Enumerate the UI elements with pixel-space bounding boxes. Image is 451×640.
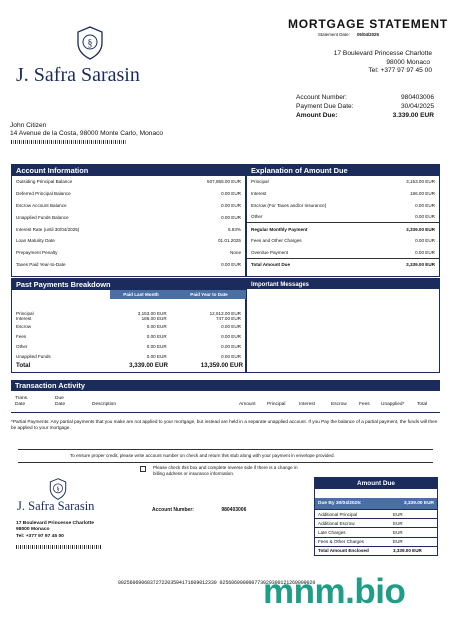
row-value: 0.00 EUR [221,214,241,220]
explanation-panel [246,164,440,277]
past-payments-total: Total 3,339.00 EUR 13,359.00 EUR [16,362,243,369]
row-label: Interest Rate (until 30/04/2025) [16,226,80,232]
stub-bank-address: 17 Boulevard Princesse Charlotte 98000 Monaco Tel: +377 97 97 45 00 [16,521,95,539]
row-label: Outsiding Principal Balance [16,179,73,185]
explanation-title: Explanation of Amount Due [247,165,439,176]
row-label: Additional Escrow [318,520,355,526]
micr-line: 0025606906037272203594171609012330 025606900000773020300121260000020 [118,580,316,586]
stub-amount-row[interactable] [315,537,437,546]
row-value: 5.93% [227,226,241,232]
statement-date: Statement Date: 05/04/2025 [318,32,379,37]
row-value: 01.01.2025 [218,238,241,244]
paid-last-month-value: 0.00 EUR [146,354,167,359]
stub-amount-due-box [314,477,438,556]
stub-account-number: Account Number: 980403006 [152,507,247,513]
row-value: 3,339.00 EUR [393,548,422,554]
row-label: Prepayment Penalty [16,250,58,256]
row-label: Fees & Other Charges [318,539,364,545]
stub-instruction: To ensure proper credit, please write account number on check and return this stub along with your payment in envelope provided. [70,453,335,458]
row-label: Late Charges [318,529,346,535]
row-value: 0.00 EUR [221,202,241,208]
paid-ytd-value: 0.00 EUR [221,324,241,329]
paid-last-month-value: 186.00 EUR [141,316,167,321]
row-label: Deferred Principal Balance [16,191,71,197]
transaction-activity-title: Transaction Activity [11,380,440,391]
row-label: Other [16,344,28,349]
info-row [12,200,245,212]
info-row [12,188,245,200]
row-label: Escrow (For Taxes and/or Insurance) [251,202,327,208]
row-label: Regular Monthly Payment [251,226,308,232]
info-row [247,211,439,223]
svg-text:§: § [56,485,60,493]
info-row [247,223,439,235]
row-value: 3,153.00 EUR [406,179,435,185]
row-value: EUR [393,520,403,526]
paid-last-month-value: 3,153.00 EUR [137,311,167,316]
paid-ytd-value: 12,612.00 EUR [209,311,241,316]
row-value: 507,855.00 EUR [207,179,241,185]
watermark-text: mnm.bio [263,572,406,611]
past-payments-title: Past Payments Breakdown [12,279,245,290]
account-information-panel [11,164,246,277]
row-label: Total Amount Due [251,261,291,267]
row-label: Escrow Account Balance [16,202,67,208]
row-label: Additional Principal [318,511,358,517]
info-row [12,223,245,235]
address-change-text: Please check this box and complete reverse side if there is a change in billing address or insurance information. [153,465,298,476]
info-row [12,259,245,271]
row-value: 0.00 EUR [221,261,241,267]
row-label: Principal [251,179,269,185]
row-value: 3,339.00 EUR [406,261,435,267]
row-value: None [230,250,241,256]
info-row [12,235,245,247]
past-payment-row [12,306,245,316]
paid-ytd-value: 0.00 EUR [221,344,241,349]
row-value: 0.00 EUR [415,214,435,220]
info-row [247,176,439,188]
stub-amount-row[interactable] [315,509,437,518]
postal-barcode [11,140,126,144]
row-label: Unapplied Funds Balance [16,214,69,220]
paid-ytd-header: Paid Year to Date [190,292,228,297]
row-value: EUR [393,511,403,517]
row-value: 186.00 EUR [409,191,435,197]
bank-logo-text: J. Safra Sarasin [16,64,140,86]
account-summary: Account Number: 980403006 Payment Due Date: 30/04/2025 Amount Due: 3.339.00 EUR [296,94,434,119]
important-messages-panel [246,278,440,373]
paid-last-month-header: Paid Last Month [123,292,159,297]
bank-crest-icon [76,26,104,65]
stub-amount-row [315,546,437,555]
row-label: Taxes Paid Year-to-Date [16,261,66,267]
info-row [247,247,439,259]
past-payment-row [12,324,245,334]
row-value: EUR [393,539,403,545]
paid-ytd-value: 747.00 EUR [215,316,241,321]
document-title: MORTGAGE STATEMENT [288,17,448,31]
row-value: 0.00 EUR [415,249,435,255]
stub-postal-barcode [16,545,102,549]
row-label: Total Amount Enclosed [318,548,369,554]
customer-address: John Citizen 14 Avenue de la Costa, 98000 Monte Carlo, Monaco [10,122,164,138]
stub-amount-row[interactable] [315,518,437,527]
row-value: EUR [393,529,403,535]
row-label: Overdue Payment [251,249,289,255]
info-row [12,176,245,188]
info-row [12,211,245,223]
transaction-headers: Trans. Date Due Date Description Amount Principal Interest Escrow Fees Unapplied* Total [15,396,428,407]
paid-ytd-value: 0.00 EUR [221,334,241,339]
past-payment-row [12,316,245,324]
row-label: Principal [16,311,34,316]
important-messages-title: Important Messages [247,279,439,289]
info-row [12,247,245,259]
row-value: 0.00 EUR [415,238,435,244]
stub-bank-logo: J. Safra Sarasin [17,499,95,513]
account-information-title: Account Information [12,165,245,176]
info-row [247,200,439,212]
past-payment-row [12,334,245,344]
past-payments-panel [11,278,246,373]
stub-due-by: Due By 30/04/2025: 3,339.00 EUR [315,498,437,509]
svg-text:§: § [87,38,93,49]
info-row [247,235,439,247]
row-label: Unapplied Funds [16,354,51,359]
stub-amount-due-title: Amount Due [315,478,437,489]
paid-last-month-value: 0.00 EUR [146,324,167,329]
paid-ytd-value: 0.00 EUR [221,354,241,359]
partial-payments-note: *Partial Payments: Any partial payments that you make are not applied to your mortgage, but instead are held in a separate unapplied account. If you Pay the balance of a partial payment, the funds will then be applied to your mortgage. [11,419,438,430]
past-payment-row [12,344,245,354]
row-label: Interest [16,316,32,321]
paid-last-month-value: 0.00 EUR [146,344,167,349]
row-label: Loan Maturity Date [16,238,55,244]
paid-last-month-value: 0.00 EUR [146,334,167,339]
row-label: Escrow [16,324,32,329]
row-value: 0.00 EUR [221,191,241,197]
row-label: Fees and Other Charges [251,238,302,244]
stub-amount-row[interactable] [315,527,437,536]
row-label: Fees [16,334,27,339]
row-value: 3,339.00 EUR [406,226,435,232]
info-row [247,188,439,200]
row-label: Interest [251,191,267,197]
info-row [247,259,439,271]
row-value: 0.00 EUR [415,202,435,208]
address-change-checkbox[interactable] [140,466,146,472]
bank-address: 17 Boulevard Princesse Charlotte 98000 Monaco Tel: +377 97 97 45 00 [333,50,432,75]
row-label: Other [251,214,263,220]
